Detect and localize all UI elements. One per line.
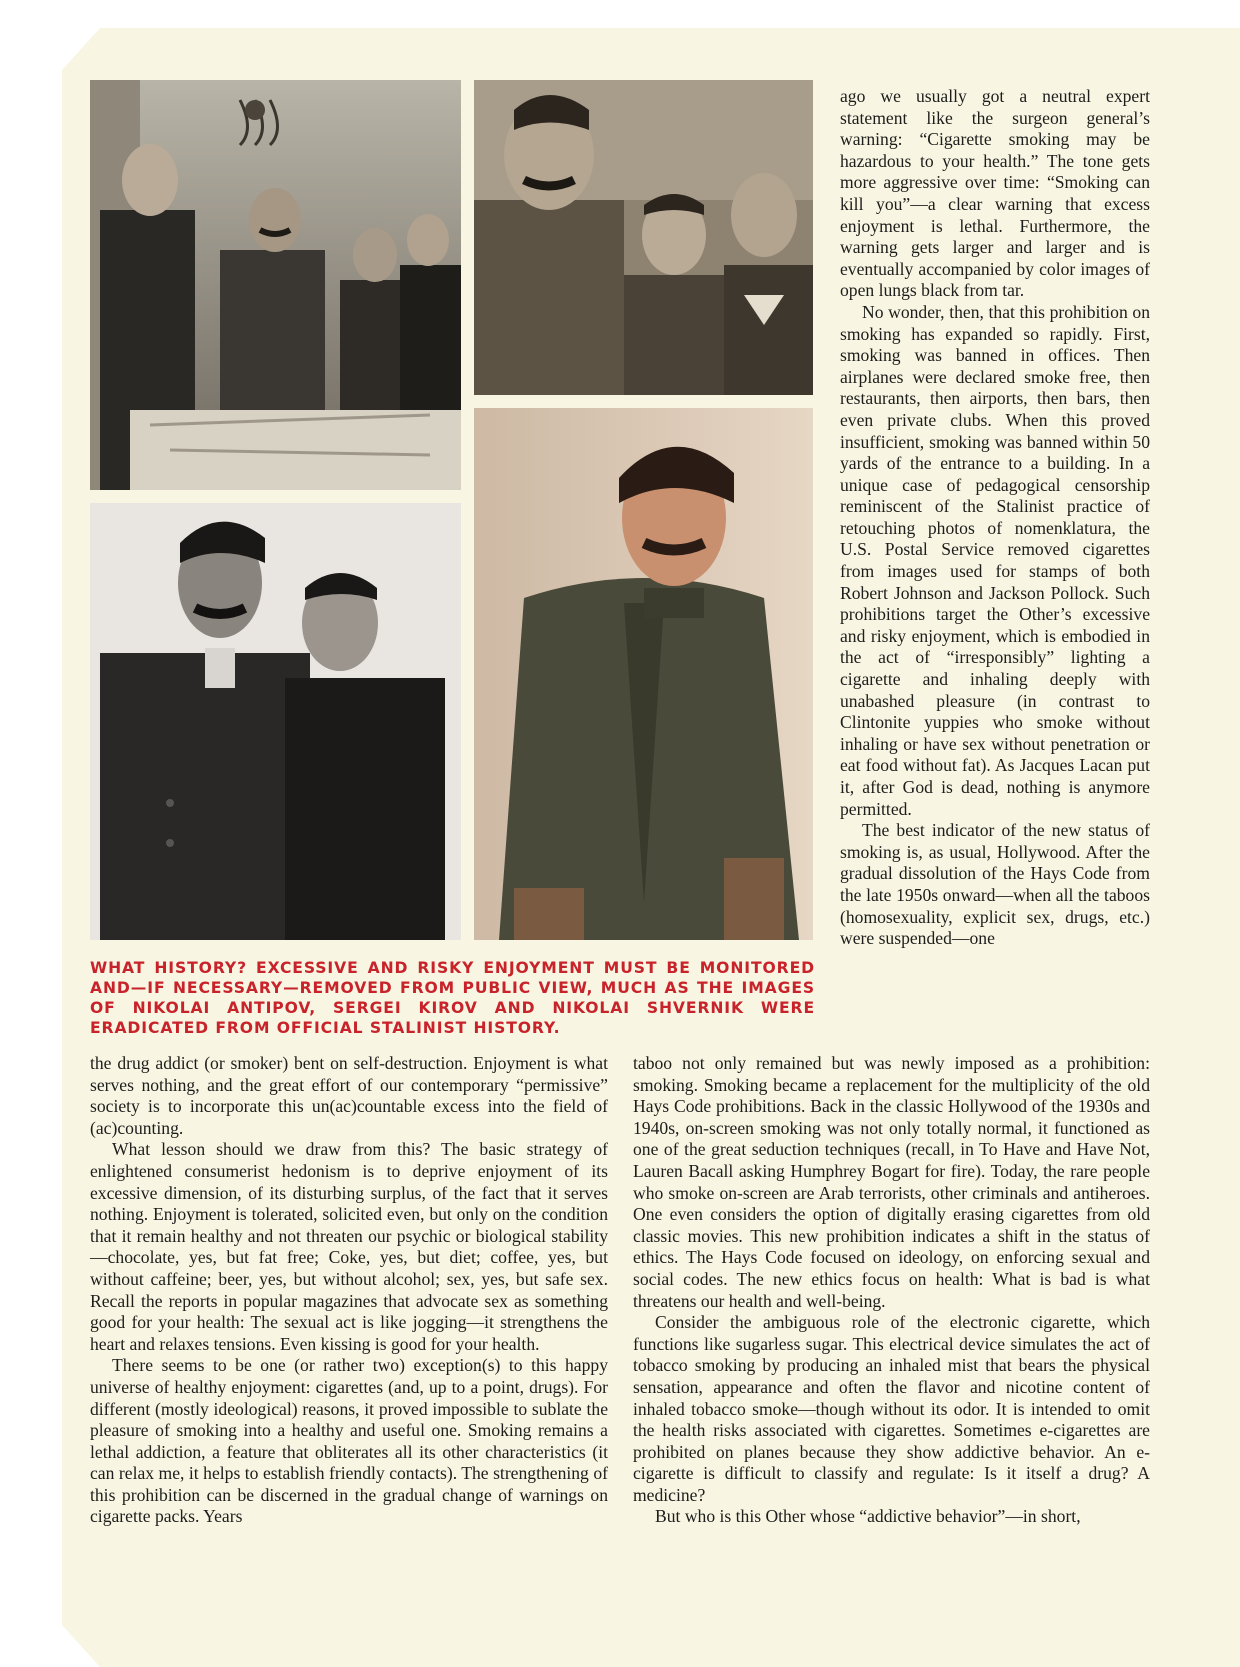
photo-three-men [474, 80, 813, 395]
paragraph: The best indicator of the new status of smoking is, as usual, Hollywood. After the gradual dissolution of the Hays Code from the late 1950s onward—when all the taboos (homosexuality, explicit sex, drugs, etc.) were suspended—one [840, 820, 1150, 949]
paragraph: What lesson should we draw from this? The basic strategy of enlightened consumerist hedonism is to deprive enjoyment of its excessive dimension, of its disturbing surplus, of the fact that it serves nothing. Enjoyment is tolerated, solicited even, but only on the condition that it remain healthy and not threaten our psychic or biological stability—chocolate, yes, but fat free; Coke, yes, but diet; coffee, yes, but without caffeine; beer, yes, but without alcohol; sex, yes, but safe sex. Recall the reports in popular magazines that advocate sex as something good for your health: The sexual act is like jogging—it strengthens the heart and relaxes tensions. Even kissing is good for your health. [90, 1139, 608, 1354]
text-column-left [90, 1053, 608, 1528]
photo-two-men [90, 503, 461, 940]
paragraph: taboo not only remained but was newly imposed as a prohibition: smoking. Smoking became a replacement for the multiplicity of the old Hays Code prohibitions. Back in the classic Hollywood of the 1930s and 1940s, on-screen smoking was not only totally normal, it functioned as one of the great seduction techniques (recall, in To Have and Have Not, Lauren Bacall asking Humphrey Bogart for fire). Today, the rare people who smoke on-screen are Arab terrorists, other criminals and antiheroes. One even considers the option of digitally erasing cigarettes from old classic movies. This new prohibition indicates a shift in the status of ethics. The Hays Code focused on ideology, on enforcing sexual and social codes. The new ethics focus on health: What is bad is what threatens our health and well-being. [633, 1053, 1150, 1311]
paragraph: the drug addict (or smoker) bent on self-destruction. Enjoyment is what serves nothing, and the great effort of our contemporary “permissive” society is to incorporate this un(ac)countable excess into the field of (ac)counting. [90, 1053, 608, 1138]
text-column-right-top [840, 86, 1150, 950]
paragraph: No wonder, then, that this prohibition on smoking has expanded so rapidly. First, smoking was banned in offices. Then airplanes were declared smoke free, then restaurants, then airports, then bars, then even private clubs. When this proved insufficient, smoking was banned within 50 yards of the entrance to a building. In a unique case of pedagogical censorship reminiscent of the Stalinist practice of retouching photos of nomenklatura, the U.S. Postal Service removed cigarettes from images used for stamps of both Robert Johnson and Jackson Pollock. Such prohibitions target the Other’s excessive and risky enjoyment, which is embodied in the act of “irresponsibly” lighting a cigarette and inhaling deeply with unabashed pleasure (in contrast to Clintonite yuppies who smoke without inhaling or have sex without penetration or eat food without fat). As Jacques Lacan put it, after God is dead, nothing is anymore permitted. [840, 301, 1150, 819]
photo-four-men [90, 80, 461, 490]
paragraph: But who is this Other whose “addictive behavior”—in short, [655, 1506, 1081, 1527]
paragraph: There seems to be one (or rather two) exception(s) to this happy universe of healthy enjoyment: cigarettes (and, up to a point, drugs). For different (mostly ideological) reasons, it proved impossible to sublate the pleasure of smoking into a healthy and useful one. Smoking remains a lethal addiction, a feature that obliterates all its other characteristics (it can relax me, it helps to establish friendly contacts). The strengthening of this prohibition can be discerned in the gradual change of warnings on cigarette packs. Years [90, 1355, 608, 1527]
photo-caption: WHAT HISTORY? EXCESSIVE AND RISKY ENJOYMENT MUST BE MONITORED AND—IF NECESSARY—REMOVED FROM PUBLIC VIEW, MUCH AS THE IMAGES OF NIKOLAI ANTIPOV, SERGEI KIROV AND NIKOLAI SHVERNIK WERE ERADICATED FROM OFFICIAL STALINIST HISTORY. [90, 959, 815, 1037]
text-column-right-bottom [633, 1053, 1150, 1528]
photo-stalin-alone [474, 408, 813, 940]
paragraph: Consider the ambiguous role of the electronic cigarette, which functions like sugarless sugar. This electrical device simulates the act of tobacco smoking by producing an inhaled mist that bears the physical sensation, appearance and often the flavor and nicotine content of inhaled tobacco smoke—though without its odor. It is intended to omit the health risks associated with cigarettes. Sometimes e-cigarettes are prohibited on planes because they show addictive behavior. An e-cigarette is difficult to classify and regulate: Is it itself a drug? A medicine? [633, 1312, 1150, 1505]
paragraph: ago we usually got a neutral expert statement like the surgeon general’s warning: “Cigarette smoking may be hazardous to your health.” The tone gets more aggressive over time: “Smoking can kill you”—a clear warning that excess enjoyment is lethal. Furthermore, the warning gets larger and larger and is eventually accompanied by color images of open lungs black from tar. [840, 86, 1150, 301]
